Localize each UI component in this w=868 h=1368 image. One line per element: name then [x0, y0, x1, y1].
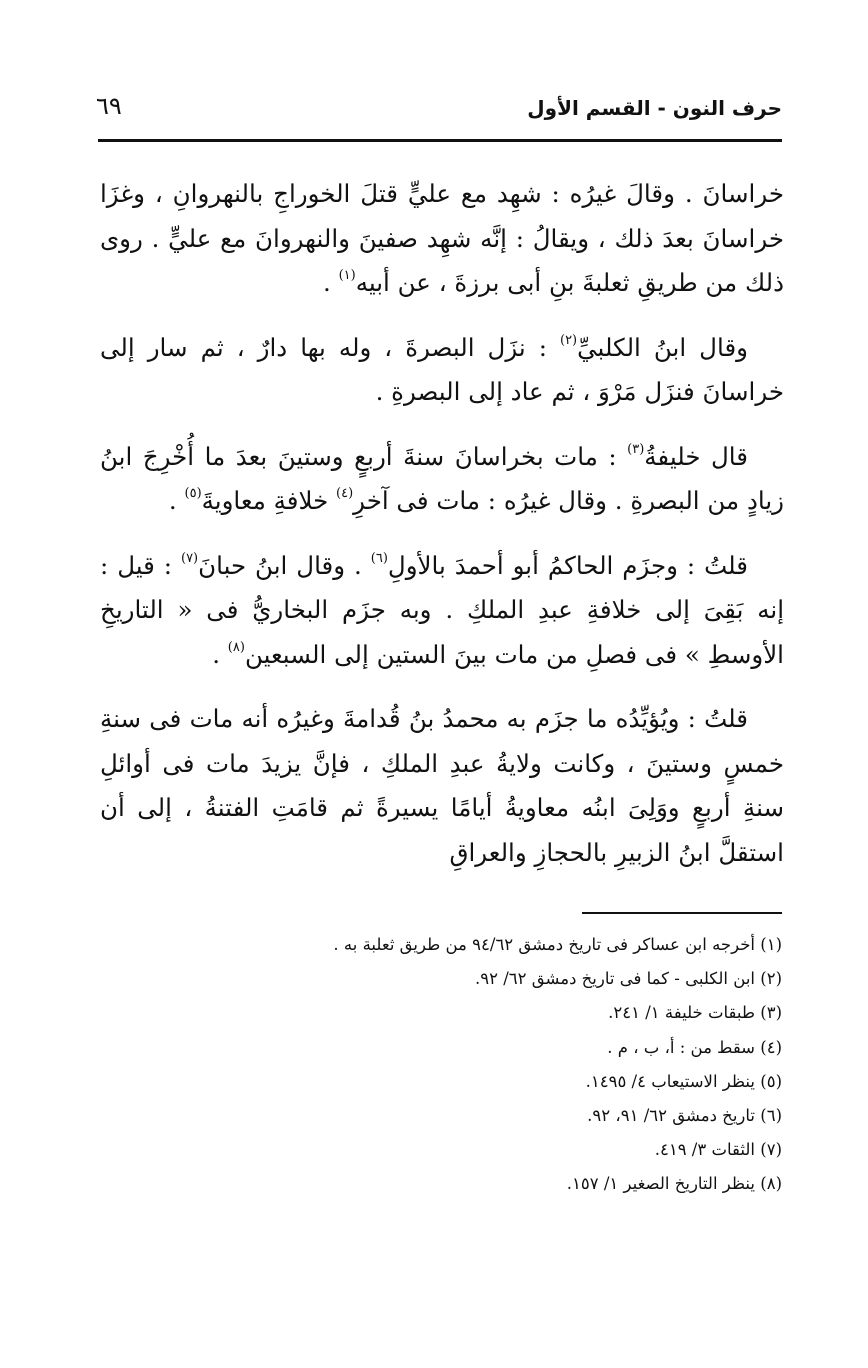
main-text [100, 172, 784, 895]
paragraph-3 [100, 435, 784, 524]
footnote-3: (٣) طبقات خليفة ١/ ٢٤١. [608, 1003, 782, 1023]
paragraph-4-mid2: : قيل : إنه بَقِىَ إلى خلافةِ عبدِ الملكِ . وبه جزَم البخاريُّ فى « التاريخِ الأوسطِ » فى فصلِ من مات بينَ الستين إلى السبعين [100, 550, 784, 669]
footnotes [262, 928, 782, 1202]
footnote-4: (٤) سقط من : أ، ب ، م . [607, 1037, 782, 1057]
paragraph-3-mid: : مات بخراسانَ سنةَ أربعٍ وستينَ بعدَ ما أُخْرِجَ ابنُ زيادٍ من البصرةِ . وقال غيرُه : مات فى آخرِ [100, 441, 784, 515]
footnote-ref-5: (٥) [184, 486, 202, 501]
footnote-ref-7: (٧) [180, 550, 199, 566]
paragraph-4 [100, 544, 784, 678]
footnote-ref-2: (٢) [559, 332, 578, 348]
paragraph-3-end: . [168, 486, 185, 515]
paragraph-3-start: قال خليفةُ [644, 441, 748, 471]
paragraph-1-text: خراسانَ . وقالَ غيرُه : شهِد مع عليٍّ قتلَ الخوراجِ بالنهروانِ ، وغزَا خراسانَ بعدَ ذلك ، ويقالُ : إنَّه شهِد صفينَ والنهروانَ مع عليٍّ . روى ذلك من طريقِ ثعلبةَ بنِ أبى برزةَ ، عن أبيه [100, 179, 784, 297]
footnote-ref-4: (٤) [336, 486, 354, 501]
footnote-5: (٥) ينظر الاستيعاب ٤/ ١٤٩٥. [585, 1071, 782, 1091]
footnote-6: (٦) تاريخ دمشق ٦٢/ ٩١، ٩٢. [587, 1106, 782, 1126]
paragraph-2 [100, 326, 784, 415]
footnote-8: (٨) ينظر التاريخ الصغير ١/ ١٥٧. [566, 1174, 782, 1194]
footnote-rule [582, 912, 782, 914]
paragraph-4-end: . [212, 639, 228, 669]
paragraph-2-rest: : نزَل البصرةَ ، وله بها دارٌ ، ثم سار إلى خراسانَ فنزَل مَرْوَ ، ثم عاد إلى البصرةِ . [100, 332, 784, 406]
footnote-ref-8: (٨) [227, 639, 245, 655]
paragraph-3-mid2: خلافةِ معاويةَ [201, 486, 337, 515]
paragraph-1 [100, 172, 784, 306]
footnote-1: (١) أخرجه ابن عساكر فى تاريخ دمشق ٩٤/٦٢ من طريق ثعلبة به . [333, 935, 782, 954]
footnote-7: (٧) الثقات ٣/ ٤١٩. [654, 1140, 782, 1160]
paragraph-1-end: . [322, 268, 339, 297]
paragraph-2-start: وقال ابنُ الكلبيِّ [577, 332, 748, 362]
paragraph-5-text: قلتُ : ويُؤيِّدُه ما جزَم به محمدُ بنُ قُدامةَ وغيرُه أنه مات فى سنةِ خمسٍ وستينَ ، وكانت ولايةُ عبدِ الملكِ ، فإنَّ يزيدَ مات فى أوائلِ سنةِ أربعٍ ووَلِىَ ابنُه معاويةُ أيامًا يسيرةً ثم قامَتِ الفتنةُ ، إلى أن استقلَّ ابنُ الزبيرِ بالحجازِ والعراقِ [100, 704, 784, 867]
running-title: حرف النون - القسم الأول [527, 96, 782, 120]
paragraph-4-mid: . وقال ابنُ حبانَ [198, 550, 371, 580]
footnote-ref-3: (٣) [627, 441, 645, 457]
footnote-ref-1: (١) [338, 268, 356, 283]
paragraph-5 [100, 697, 784, 875]
footnote-ref-6: (٦) [370, 550, 388, 566]
paragraph-4-start: قلتُ : وجزَم الحاكمُ أبو أحمدَ بالأولِ [387, 550, 748, 580]
page-number: ٦٩ [96, 92, 122, 120]
page-header [96, 92, 782, 132]
header-rule [98, 139, 782, 142]
footnote-2: (٢) ابن الكلبى - كما فى تاريخ دمشق ٦٢/ ٩٢. [474, 969, 782, 989]
